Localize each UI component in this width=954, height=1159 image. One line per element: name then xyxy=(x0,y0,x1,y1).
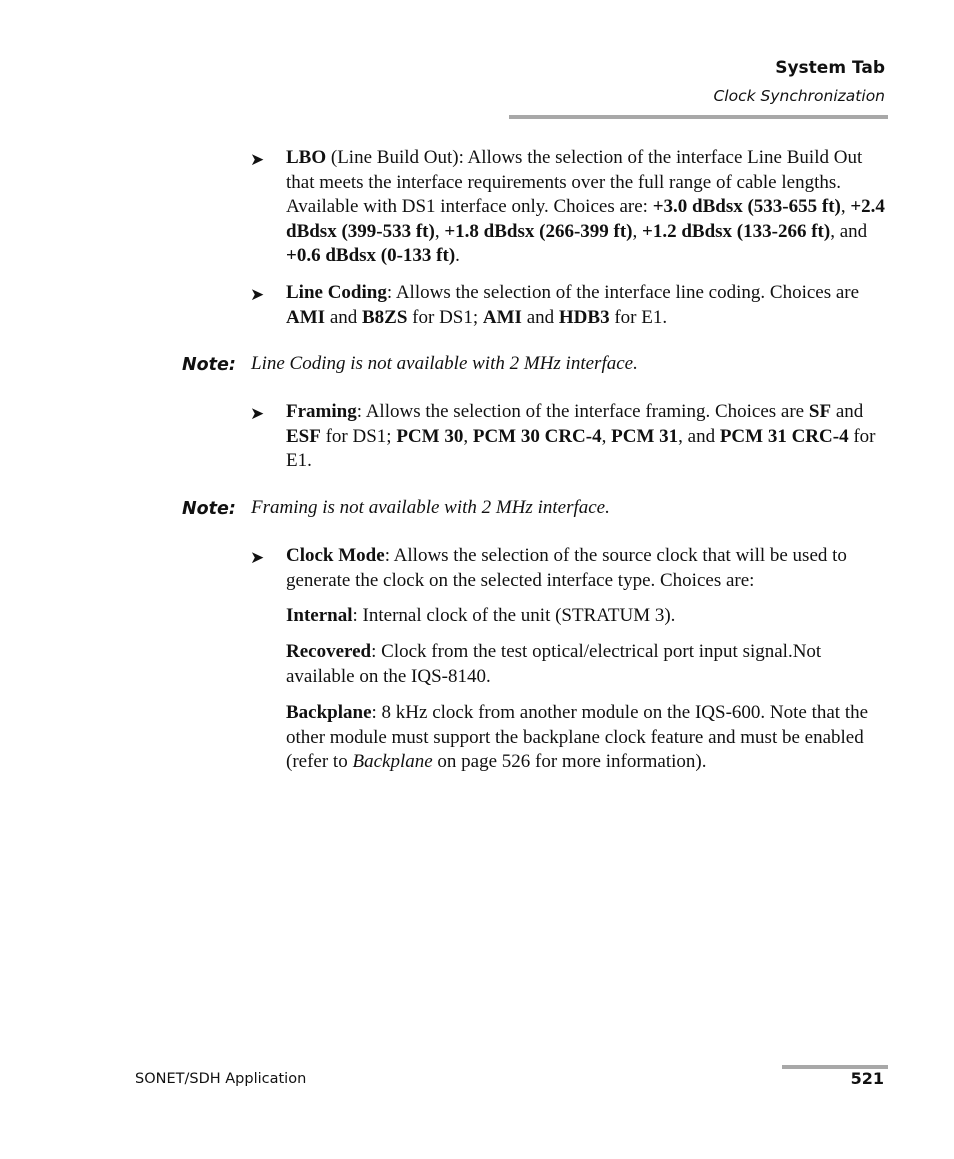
line-coding-choice: AMI xyxy=(286,306,326,328)
framing-choice: PCM 30 CRC-4 xyxy=(472,425,602,447)
backplane-paragraph xyxy=(286,701,888,775)
framing-choice: PCM 30 xyxy=(396,425,464,447)
text: for DS1; xyxy=(320,425,397,447)
framing-choice: ESF xyxy=(286,425,321,447)
line-coding-choice: AMI xyxy=(482,306,522,328)
line-coding-choice: HDB3 xyxy=(558,306,610,328)
text: , xyxy=(601,425,612,447)
line-coding-term: Line Coding xyxy=(286,282,387,303)
note-text: Line Coding is not available with 2 MHz interface. xyxy=(251,353,638,374)
bullet-arrow-icon: ➤ xyxy=(250,548,265,567)
text: : Allows the selection of the interface line coding. Choices are xyxy=(386,282,860,303)
text: for DS1; xyxy=(407,306,483,328)
note-label: Note: xyxy=(182,355,236,375)
note-label: Note: xyxy=(182,499,236,519)
text: , xyxy=(632,220,643,242)
internal-term: Internal xyxy=(286,605,353,626)
backplane-term: Backplane xyxy=(286,702,372,723)
clock-mode-paragraph xyxy=(286,544,888,593)
page-number: 521 xyxy=(850,1069,884,1088)
framing-choice: PCM 31 xyxy=(611,425,679,447)
note-text: Framing is not available with 2 MHz interface. xyxy=(251,497,610,518)
lbo-choice: +2.4 dBdsx (399-533 ft) xyxy=(286,196,885,242)
lbo-choice: +1.2 dBdsx (133-266 ft) xyxy=(642,220,831,242)
text: on page 526 for more information). xyxy=(432,751,707,772)
framing-paragraph xyxy=(286,400,888,474)
recovered-term: Recovered xyxy=(286,641,372,662)
line-coding-choice: B8ZS xyxy=(362,306,408,328)
text: , xyxy=(840,196,851,217)
text: and xyxy=(325,306,362,328)
section-subtitle: Clock Synchronization xyxy=(713,87,885,105)
text: , and xyxy=(830,220,868,242)
text: (Line Build Out): Allows the selection of the interface Line Build Out that meets the interface requirements over the full range of cable lengths. Available with DS1 interface only. Choices are: xyxy=(286,147,863,217)
text: . xyxy=(455,245,460,266)
line-coding-paragraph xyxy=(286,281,888,330)
lbo-choice: +1.8 dBdsx (266-399 ft) xyxy=(444,220,633,242)
text: for E1. xyxy=(609,306,668,328)
text: , xyxy=(434,220,445,242)
lbo-choice: +0.6 dBdsx (0-133 ft) xyxy=(286,245,456,266)
text: and xyxy=(831,401,864,422)
bullet-arrow-icon: ➤ xyxy=(250,150,265,169)
clock-mode-term: Clock Mode xyxy=(286,545,385,566)
bullet-arrow-icon: ➤ xyxy=(250,404,265,423)
footer-document-title: SONET/SDH Application xyxy=(135,1071,307,1087)
lbo-paragraph xyxy=(286,146,888,269)
text: : Allows the selection of the source clock that will be used to generate the clock on the selected interface type. Choices are: xyxy=(286,545,847,591)
framing-choice: PCM 31 CRC-4 xyxy=(719,425,849,447)
header-rule xyxy=(509,115,888,119)
framing-term: Framing xyxy=(286,401,357,422)
text: : Clock from the test optical/electrical port input signal.Not available on the IQS-8140. xyxy=(286,641,822,687)
text: , and xyxy=(678,425,720,447)
text: , xyxy=(463,425,473,447)
text: : Allows the selection of the interface framing. Choices are xyxy=(356,401,809,422)
recovered-paragraph xyxy=(286,640,888,689)
framing-choice: SF xyxy=(808,401,832,422)
text: for E1. xyxy=(286,425,876,471)
text: : 8 kHz clock from another module on the IQS-600. Note that the other module must support the backplane clock feature and must be enabled (refer to xyxy=(286,702,869,772)
bullet-arrow-icon: ➤ xyxy=(250,285,265,304)
lbo-choice: +3.0 dBdsx (533-655 ft) xyxy=(652,196,841,217)
text: and xyxy=(521,306,559,328)
section-title: System Tab xyxy=(775,58,885,78)
text: : Internal clock of the unit (STRATUM 3). xyxy=(352,605,676,626)
internal-paragraph xyxy=(286,604,888,629)
backplane-reference-link[interactable]: Backplane xyxy=(352,751,433,772)
lbo-term: LBO xyxy=(286,147,327,168)
